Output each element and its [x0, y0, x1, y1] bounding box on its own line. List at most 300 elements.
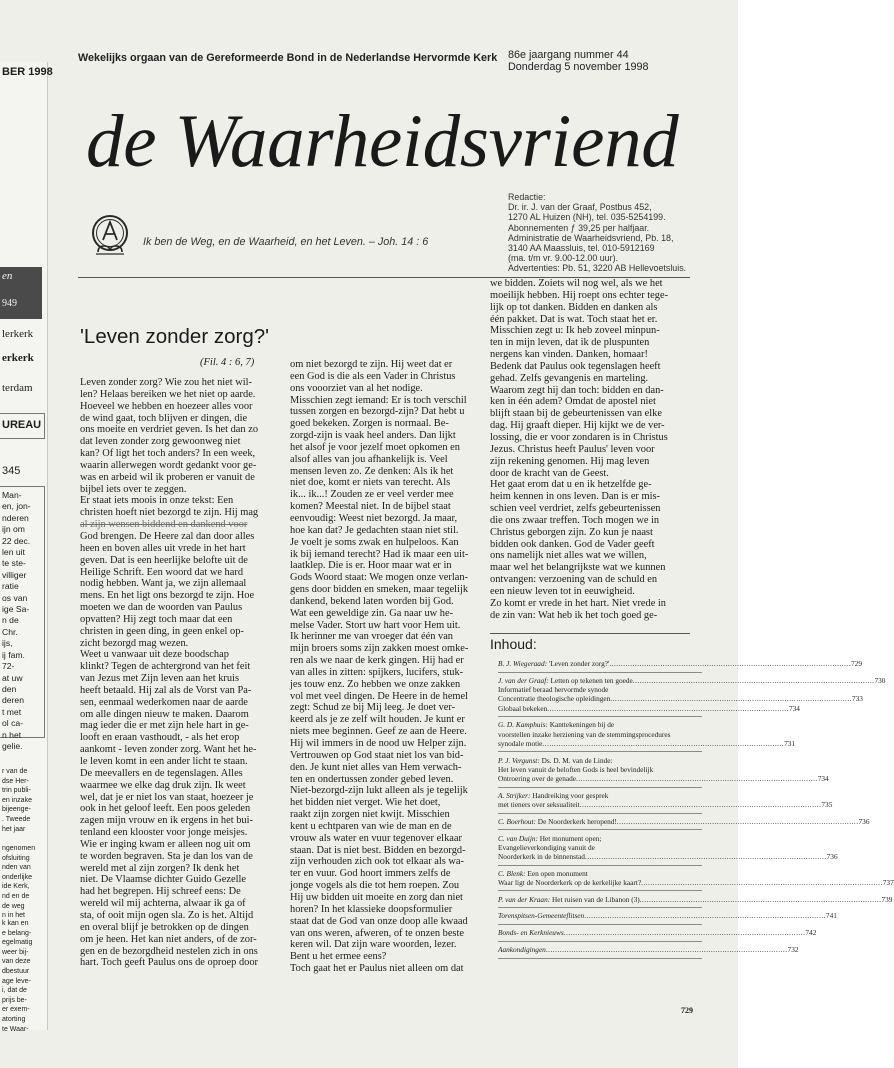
issue-date: Donderdag 5 november 1998 [508, 61, 649, 74]
article-line: heen en boven alles uit vrede in het hart [80, 542, 246, 554]
contents-page: 732 [787, 945, 799, 955]
strip-text-line: er exem- [2, 1006, 30, 1014]
contents-line [498, 843, 702, 852]
contents-page: 729 [851, 659, 862, 669]
contents-leader [609, 659, 851, 668]
article-line: Heilige Schrift. Een woord dat we hard [80, 566, 244, 578]
article-line: ons moeite en verdriet geven. Is het dan zo [80, 424, 259, 436]
contents-text: C. Boerhout: De Noorderkerk heropend! [498, 816, 617, 826]
article-line: van Jezus met Zijn leven aan het kruis [80, 673, 239, 685]
article-line: niets mee beginnen. Geef ze aan de Heere. [290, 726, 467, 738]
contents-text: C. van Duijn: Het monument open; [498, 833, 602, 843]
article-line: een nieuw leven tot in eeuwigheid. [490, 585, 635, 597]
contents-page: 736 [858, 816, 870, 826]
article-line: dankend, bekend laten worden bij God. [290, 595, 454, 607]
article-line: om niet bezorgd te zijn. Hij weet dat er [290, 359, 453, 370]
article-line: Bent u het ermee eens? [290, 951, 387, 963]
strip-text-line: i, dat de [2, 987, 27, 995]
article-line: laatklep. Die is er. Hoor maar wat er in [290, 560, 452, 572]
strip-text-line: r van de [2, 768, 28, 775]
article-line: christen in geen ding, in geen enkel op- [80, 625, 244, 637]
strip-notice-line: ij fam. [2, 649, 25, 660]
contents-line [498, 877, 894, 887]
contents-leader [633, 676, 875, 685]
article-line: de zin van: Wat heb ik het toch goed ge- [490, 609, 658, 621]
contents-text: Globaal bekeken [498, 703, 548, 713]
article-line: Hoeveel we hebben en hoezeer alles voor [80, 400, 253, 412]
table-of-contents [498, 656, 894, 959]
contents-line [498, 765, 702, 774]
article-line: ik bij iemand terecht? Had ik maar een uit- [290, 548, 469, 560]
contents-author: P. van der Kraan: [498, 894, 552, 904]
article-line: het bidden niet verget. Wie het doet, [290, 797, 441, 809]
strip-text-line: weer bij- [2, 948, 29, 956]
article-line: geven. Dat is een heerlijke belofte uit de [80, 554, 248, 566]
strip-notice-line: den [2, 683, 17, 694]
contents-leader [580, 800, 822, 809]
strip-kerk-1: lerkerk [2, 328, 34, 340]
contents-line [498, 685, 702, 694]
strip-text-line: nd en de [2, 892, 30, 900]
article-line: heim kennen in ons leven. Dan is er mis- [490, 491, 660, 503]
article-line: bijbel iets over te zeggen. [80, 483, 187, 495]
article-line: opvatten? Hij zegt toch maar dat een [80, 613, 233, 625]
strip-bureau: UREAU [2, 419, 42, 431]
article-line: waarin allerwegen wordt gedankt voor ge- [80, 459, 257, 471]
contents-line [498, 720, 702, 729]
article-line: goed bekeken. Zorgen is normaal. Be- [290, 418, 449, 430]
contents-line [498, 928, 817, 938]
strip-text-line: ide Kerk, [2, 883, 30, 891]
article-line: jes touw enz. Zo hebben we onze zakken [290, 678, 461, 690]
contents-author: J. van der Graaf: [498, 675, 551, 685]
contents-text: Waar ligt de Noorderkerk op de kerkelijke kaart? [498, 877, 642, 887]
contents-entry[interactable] [498, 866, 894, 892]
article-line: gehad. Zelfs gevangenis en marteling. [490, 372, 649, 384]
contents-text: B. J. Wiegeraad: 'Leven zonder zorg?' [498, 659, 610, 669]
article-line: was en arbeid wil ik proberen er vanuit de [80, 471, 255, 483]
contents-line [498, 894, 893, 904]
article-line: Wie er inging kwam er alleen nog uit om [80, 838, 251, 850]
strip-notice-line: os van [2, 592, 28, 603]
contents-author: G. D. Kamphuis: [498, 720, 550, 730]
article-line: le leven komt in een ander licht te staan. [80, 756, 248, 767]
article-line: zicht bezorgd mag wezen. [80, 637, 189, 649]
strip-kerk-3: terdam [2, 382, 33, 394]
strip-notice-line: ratie [2, 581, 19, 592]
article-line: Hij wil immers in de nood uw Helper zijn. [290, 738, 467, 749]
strip-text-line: egelmatig [2, 939, 33, 947]
article-line: keren wil. Dat zijn ware woorden, lezer. [290, 939, 457, 951]
article-line: zegt: Schud ze bij Mij leeg. Je doet ver- [290, 702, 456, 714]
article-line: lijk op tot danken. Bidden en danken als [490, 301, 658, 313]
strip-notice-line: len uit [2, 547, 25, 558]
contents-page: 733 [851, 694, 863, 704]
contents-text: A. Strijker: Handreiking voor gesprek [498, 790, 609, 800]
article-line: Bedenk dat Paulus ook tegenslagen heeft [490, 360, 661, 372]
article-line: nodig hebben. Want ja, we zijn allemaal [80, 578, 247, 590]
article-line: ons vooorziet van al het nodige. [290, 382, 423, 394]
article-line: Zo komt er vrede in het hart. Niet vrede in [490, 597, 667, 609]
strip-text-line: van deze [2, 958, 31, 966]
article-line: blijft staan bij de gebeurtenissen van elke [490, 408, 662, 420]
contents-author: A. Strijker: [498, 790, 533, 800]
contents-page: 735 [821, 799, 833, 809]
contents-leader [546, 945, 788, 954]
contents-author: C. Boerhout: [498, 816, 538, 826]
contents-leader [641, 878, 883, 887]
article-line: een God is die als een Vader in Christus [290, 370, 456, 382]
article-line: alsof alles van jou afhankelijk is. Veel [290, 453, 448, 465]
contents-leader [617, 817, 859, 826]
contents-page: 739 [881, 894, 893, 904]
editorial-line: Administratie de Waarheidsvriend, Pb. 18, [508, 232, 674, 243]
article-line: dag. Hij graaft dieper. Hij kijkt we de ver- [490, 420, 665, 432]
article-line: Ik herinner me van vroeger dat één van [290, 631, 453, 643]
article-line: zorgd-zijn is vaak heel anders. Dan lijkt [290, 430, 456, 442]
strip-text-line: ofsluiting [2, 854, 30, 862]
strip-notice-line: ijn om [2, 524, 25, 535]
strip-text-line: n in het [2, 912, 25, 920]
contents-line [498, 756, 702, 765]
strip-notice-line: te ste- [2, 558, 26, 569]
article-line: door de kracht van de Geest. [490, 467, 609, 479]
article-line: niet. De Vlaamse dichter Guido Gezelle [80, 874, 246, 886]
article-line: zagen mijn vrouw en ik ergens in het bui- [80, 815, 253, 827]
article-line: tenland een klooster voor jonge meisjes. [80, 827, 248, 839]
article-line: Waarom zegt hij dan toch: bidden en dan- [490, 384, 664, 396]
contents-page: 734 [817, 773, 829, 783]
contents-entry[interactable] [498, 752, 829, 787]
contents-line [498, 694, 863, 704]
contents-line [498, 816, 870, 826]
article-line: wereld wil mij achterna, alwaar ik ga of [80, 898, 246, 910]
contents-entry[interactable] [498, 925, 817, 942]
strip-text-line: dse Her- [2, 777, 29, 785]
strip-notice-line: gelie. [2, 740, 23, 751]
strip-notice-line: t met [2, 706, 22, 717]
contents-text: Aankondigingen [498, 945, 546, 955]
article-line: ken in één adem? Omdat de apostel niet [490, 396, 656, 408]
article-line: God brengen. De Heere zal dan door alles [80, 530, 255, 542]
article-line: ik... ik...! Zouden ze er veel verder mee [290, 489, 454, 501]
contents-entry[interactable] [498, 908, 837, 925]
strip-notice-line: ol ca- [2, 718, 24, 729]
strip-text-line: en inzake [2, 796, 32, 804]
contents-line [498, 945, 799, 955]
article-line: horen? In het klassieke doopsformulier [290, 903, 453, 915]
strip-column-3 [2, 919, 32, 1034]
contents-page: 731 [784, 738, 796, 748]
contents-page: 734 [788, 703, 800, 713]
article-line: mensen leven zo. Ze denken: Als ik het [290, 465, 454, 477]
strip-notice-line: Chr. [2, 626, 18, 637]
strip-text-line: age leve- [2, 977, 31, 985]
contents-leader [584, 911, 826, 920]
strip-text-line: e belang- [2, 929, 32, 937]
contents-leader [585, 852, 827, 861]
contents-line [498, 773, 829, 783]
article-line: had het begrepen. Hij schreef eens: De [80, 886, 241, 898]
article-line: de wind gaat, toch blijven er dingen, die [80, 412, 248, 424]
contents-page: 741 [825, 911, 837, 921]
article-reference: (Fil. 4 : 6, 7) [200, 357, 255, 368]
article-line: waarmee we elke dag druk zijn. Ik weet [80, 779, 246, 791]
contents-entry[interactable] [498, 656, 862, 673]
strip-notice-line: n de [2, 615, 19, 626]
contents-entry[interactable] [498, 942, 799, 959]
contents-text: Informatief beraad hervormde synode [498, 685, 609, 695]
contents-line [498, 911, 837, 921]
contents-divider [490, 633, 690, 634]
article-line: wereld met al zijn zorgen? Ik denk het [80, 862, 240, 874]
article-column-2 [290, 359, 486, 975]
article-line: Misschien zegt u: Ik heb zoveel minpun- [490, 325, 660, 337]
article-column-3 [490, 278, 690, 621]
article-line: ten en ondertussen zonder gebed leven. [290, 773, 454, 785]
article-line: Vertrouwen op God staat niet los van bid- [290, 749, 464, 761]
article-line: van ons weren, afweren, of te onzen beste [290, 927, 464, 939]
article-line: den. Je kunt niet alles van Hem verwach- [290, 761, 462, 773]
editorial-line: 1270 AL Huizen (NH), tel. 035-5254199. [508, 212, 666, 223]
contents-text: met tieners over seksualiteit [498, 799, 580, 809]
article-line: sen, eenmaal wederkomen naar de aarde [80, 696, 248, 708]
contents-text: Torenspitsen-Gemeenteflitsen [498, 911, 585, 921]
contents-entry[interactable] [498, 717, 796, 752]
article-line: mens. En het ligt ons bezorgd te zijn. Hoe [80, 590, 255, 602]
previous-page-strip [0, 62, 53, 1033]
strip-notice-line: en, jon- [2, 501, 31, 512]
strip-text-line: het jaar [2, 825, 26, 833]
editorial-line: Advertenties: Pb. 51, 3220 AB Hellevoetsluis. [508, 263, 687, 274]
article-line: zijn rekening genomen. Hij mag leven [490, 455, 650, 467]
contents-line [498, 851, 838, 861]
article-line: Niet-bezorgd-zijn lukt alleen als je tegelijk [290, 785, 468, 797]
issue-info [508, 49, 648, 74]
strip-notice-line: 22 dec. [2, 535, 31, 546]
contents-line [498, 834, 702, 843]
article-line: om alle dingen nieuw te maken. Daarom [80, 708, 249, 720]
article-line: dat leven zonder zorg gewoonweg niet [80, 436, 241, 448]
article-line: kent u echtparen van wie de man en de [290, 820, 452, 832]
article-line: heeft betaald. Hij zal als de Vorst van Pa- [80, 684, 252, 696]
article-line: klinkt? Tegen de achtergrond van het feit [80, 661, 251, 673]
contents-text: Het leven vanuit de beloften Gods is heel bevindelijk [498, 764, 654, 774]
strip-notice-line: ige Sa- [2, 604, 30, 615]
strip-text-line: de weg [2, 902, 25, 910]
article-line: zijn verhouden zich ook tot elkaar als wa- [290, 856, 464, 868]
contents-leader [542, 739, 784, 748]
article-line: vrouw als water en vuur tegenover elkaar [290, 832, 462, 844]
strip-text-line: nden van [2, 864, 31, 872]
contents-line [498, 869, 702, 878]
article-line: staat dat de God van onze doop alle kwaad [290, 915, 468, 927]
strip-text-line: trin publi- [2, 787, 31, 795]
strip-notice-line: villiger [2, 569, 27, 580]
contents-line [498, 730, 702, 739]
contents-page: 742 [805, 928, 817, 938]
alpha-omega-emblem-icon [90, 212, 130, 258]
article-line: om je heen. Het kan niet anders, of de zor- [80, 933, 257, 945]
article-line: komen? Meestal niet. In de bijbel staat [290, 501, 451, 513]
article-line: sta, of ooit mijn ogen sla. Zo is het. Altijd [80, 909, 254, 921]
contents-leader [610, 694, 852, 703]
article-line: hoe kan dat? Je gedachten staan niet stil. [290, 524, 459, 536]
contents-line [498, 659, 862, 669]
strip-notice-line: ijs, [2, 638, 13, 649]
contents-leader [576, 774, 818, 783]
contents-line [498, 799, 833, 809]
article-line: kan? Of ligt het toch anders? In een week, [80, 448, 256, 460]
article-line: moeilijk hebben. Hij roept ons echter tege- [490, 289, 669, 301]
article-line: niet doe, komt er niets van terecht. Als [290, 477, 451, 489]
article-line: Leven zonder zorg? Wie zou het niet wil- [80, 377, 253, 388]
article-line: raakt zijn zorgen niet kwijt. Misschien [290, 809, 450, 821]
article-line: vol met veel dingen. De Heere in de hemel [290, 690, 469, 702]
article-line: hart. Toch geeft Paulus ons de oproep door [80, 957, 258, 969]
article-line: len? Helaas bereiken we het niet op aarde. [80, 388, 256, 400]
contents-page: 730 [874, 675, 886, 685]
strip-number: 345 [2, 465, 21, 477]
article-line: we bidden. Zoiets wil nog wel, als we het [490, 278, 663, 289]
strip-text-line: . Tweede [2, 815, 31, 823]
contents-text: C. Blenk: Een open monument [498, 868, 588, 878]
masthead-motto: Ik ben de Weg, en de Waarheid, en het Leven. – Joh. 14 : 6 [143, 236, 429, 248]
strip-notice-line: n het [2, 729, 22, 740]
article-line: mag ieder die er met zijn hele hart in ge- [80, 720, 249, 732]
article-line: aankomt - leven zonder zorg. Want het he- [80, 744, 257, 756]
contents-entry[interactable] [498, 891, 893, 908]
contents-author: C. van Duijn: [498, 833, 540, 843]
page-number: 729 [681, 1006, 693, 1015]
contents-leader [640, 895, 882, 904]
strip-date: BER 1998 [2, 66, 53, 78]
article-line: te worden begraven. Sta je dan los van de [80, 850, 253, 862]
article-line: ren als we naar de kerk gingen. Hij had er [290, 655, 464, 667]
article-headline: 'Leven zonder zorg?' [80, 325, 270, 348]
article-line: mijn broers soms zijn zakken moest omke- [290, 643, 469, 655]
contents-line [498, 675, 886, 685]
article-line: ook in het geloof leeft. Een poos geleden [80, 803, 251, 815]
contents-line [498, 791, 702, 800]
contents-text: P. J. Vergunst: Ds. D. M. van de Linde: [498, 755, 613, 765]
article-line: ten in mijn leven, dat ik de pluspunten [490, 337, 650, 349]
article-line: christen hoeft niet bezorgd te zijn. Hij mag [80, 507, 259, 519]
contents-text: synodale motie [498, 738, 543, 748]
contents-author: C. Blenk: [498, 868, 528, 878]
contents-leader [564, 928, 806, 937]
issue-volume: 86e jaargang nummer 44 [508, 49, 629, 61]
article-line: het alsof je voor jezelf moet opkomen en [290, 441, 460, 453]
article-line: Het gaat erom dat u en ik hetzelfde ge- [490, 479, 652, 491]
article-line: Christus geborgen zijn. Zo kun je naast [490, 526, 653, 538]
editorial-line: Redactie: [508, 192, 546, 202]
article-line: Weet u vanwaar uit deze boodschap [80, 649, 229, 661]
contents-page: 737 [882, 877, 894, 887]
contents-text: Noorderkerk in de binnenstad [498, 851, 585, 861]
editorial-info [508, 192, 686, 274]
contents-author: P. J. Vergunst: [498, 755, 542, 765]
strip-kerk-2: erkerk [2, 352, 34, 364]
article-line: Er staat iets moois in onze tekst: Een [80, 495, 234, 507]
article-line: ons namelijk niet alles wat we willen, [490, 550, 647, 562]
article-line: al zijn wensen biddend en dankend voor [80, 519, 248, 531]
masthead-tagline: Wekelijks orgaan van de Gereformeerde Bond in de Nederlandse Hervormde Kerk [78, 52, 498, 64]
article-line: staan. Dat is niet best. Bidden en bezorgd- [290, 844, 466, 856]
strip-text-line: te Waar- [2, 1025, 29, 1033]
strip-logo-word: en [2, 270, 13, 282]
strip-text-line: prijs be- [2, 996, 27, 1004]
contents-entry[interactable] [498, 788, 833, 814]
article-line: Hij uw bidden uit moeite en zorg dan niet [290, 891, 463, 903]
strip-notice [2, 490, 31, 752]
contents-text: Concentratie theologische opleidingen [498, 694, 611, 704]
article-line: Wat een geweldige zin. Ga naar uw he- [290, 607, 454, 619]
contents-leader [547, 704, 789, 713]
contents-text: Evangelieverkondiging vanuit de [498, 842, 595, 852]
strip-text-line: ngenomen [2, 845, 36, 852]
article-line: nergens kan vinden. Danken, homaar! [490, 349, 648, 361]
strip-text-line: k kan en [2, 920, 29, 927]
article-line: maar wel het belangrijkste wat we kunnen [490, 562, 666, 574]
contents-line [498, 738, 796, 748]
strip-text-line: atorting [2, 1015, 26, 1023]
article-line: één pakket. Dat is wat. Toch staat het er. [490, 313, 658, 325]
article-line: De meevallers en de tegenslagen. Alles [80, 767, 243, 779]
article-line: wel, dat je er niet los van staat, hoezeer je [80, 791, 254, 803]
strip-notice-line: nderen [2, 512, 29, 523]
contents-entry[interactable] [498, 814, 870, 831]
article-line: Jezus. Christus heeft Paulus' leven voor [490, 443, 655, 455]
article-line: eenvoudig: Weest niet bezorgd. Ja maar, [290, 512, 458, 524]
article-line: en overal blijf je betrokken op de dingen [80, 921, 249, 933]
strip-text-line: onderlijke [2, 873, 32, 881]
contents-text: J. van der Graaf: Letten op tekenen ten goede [498, 675, 633, 685]
article-line: schien veel verdriet, zelfs gebeurtenissen [490, 503, 661, 515]
article-line: looft en eraan vasthoudt, - als het erop [80, 732, 240, 744]
strip-notice-line: 72- [2, 661, 15, 672]
article-line: die ons zwaar treffen. Toch mogen we in [490, 514, 660, 526]
editorial-line: Abonnementen ƒ 39,25 per halfjaar. [508, 222, 650, 233]
article-line: Je voelt je soms zwak en hulpeloos. Kan [290, 536, 459, 548]
contents-entry[interactable] [498, 830, 838, 865]
article-line: lossing, die er voor zondaren is in Christus [490, 431, 668, 443]
contents-entry[interactable] [498, 673, 886, 717]
contents-text: P. van der Kraan: Het ruisen van de Libanon (3) [498, 894, 640, 904]
masthead-title: de Waarheidsvriend [86, 100, 679, 183]
article-line: Gods Woord staat: We mogen onze verlan- [290, 572, 468, 584]
strip-notice-line: Man- [2, 490, 22, 500]
editorial-line: Dr. ir. J. van der Graaf, Postbus 452, [508, 202, 652, 213]
article-line: van alles in zitten: spijkers, lucifers, stuk- [290, 666, 464, 678]
article-line: ontvangen: verzoening van de schuld en [490, 574, 658, 586]
article-line: gens door bidden en smeken, maar tegelijk [290, 584, 469, 596]
contents-author: B. J. Wiegeraad: [498, 659, 549, 669]
editorial-line: 3140 AA Maassluis, tel. 010-5912169 [508, 243, 655, 254]
contents-title: Inhoud: [490, 636, 537, 652]
article-line: keerd als je ze zelf wilt houden. Je kunt er [290, 714, 465, 726]
contents-line [498, 703, 800, 713]
contents-page: 736 [826, 851, 838, 861]
editorial-line: (ma. t/m vr. 9.00-12.00 uur). [508, 253, 618, 264]
article-line: bidden ook danken. God de Vader geeft [490, 538, 655, 550]
article-column-1 [80, 377, 280, 969]
strip-logo-number: 949 [2, 298, 17, 309]
strip-text-line: bijeenge- [2, 806, 31, 814]
strip-column-2 [2, 844, 35, 921]
contents-text: voorstellen inzake herziening van de stemmingsprocedures [498, 729, 671, 739]
article-line: Toch gaat het er Paulus niet alleen om dat [290, 963, 464, 975]
